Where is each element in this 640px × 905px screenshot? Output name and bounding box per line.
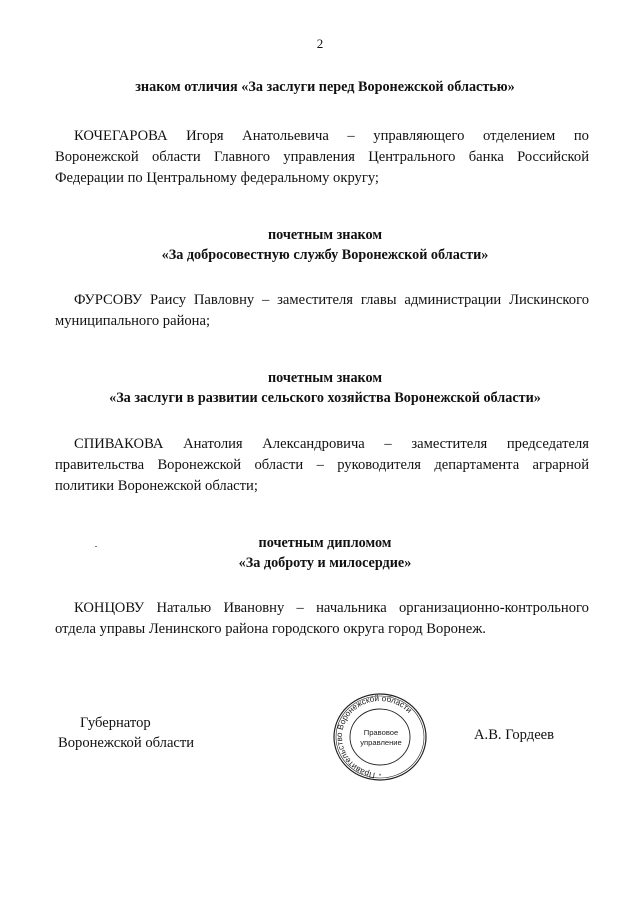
recipient-paragraph-2 bbox=[55, 290, 589, 332]
signatory-position-line: Губернатор bbox=[80, 715, 151, 731]
recipient-word: Александровича bbox=[262, 436, 365, 452]
recipient-word: – bbox=[347, 128, 355, 144]
recipient-word: – bbox=[296, 600, 304, 616]
recipient-word: СПИВАКОВА bbox=[74, 436, 164, 452]
recipient-word: администрации bbox=[404, 292, 502, 308]
recipient-paragraph-1 bbox=[55, 126, 589, 189]
recipient-word: управляющего bbox=[373, 128, 465, 144]
award-heading-3 bbox=[60, 368, 590, 408]
recipient-word: банка bbox=[468, 149, 504, 165]
recipient-word: КОЧЕГАРОВА bbox=[74, 128, 168, 144]
recipient-word: отделением bbox=[482, 128, 556, 144]
recipient-word: Воронежской bbox=[55, 149, 139, 165]
recipient-word: области bbox=[254, 457, 304, 473]
award-heading-1 bbox=[60, 77, 590, 97]
recipient-line bbox=[55, 126, 589, 147]
recipient-word: Раису bbox=[150, 292, 187, 308]
recipient-word: правительства bbox=[55, 457, 145, 473]
recipient-word: Анатольевича bbox=[242, 128, 329, 144]
recipient-word: заместителя bbox=[411, 436, 488, 452]
recipient-word: руководителя bbox=[337, 457, 421, 473]
recipient-word: Ивановну bbox=[223, 600, 285, 616]
recipient-word: Анатолия bbox=[183, 436, 243, 452]
award-heading-line: «За заслуги в развитии сельского хозяйства Воронежской области» bbox=[109, 390, 541, 406]
award-heading-line: почетным дипломом bbox=[258, 535, 392, 551]
award-heading-line: «За доброту и милосердие» bbox=[238, 555, 412, 571]
recipient-line bbox=[55, 455, 589, 476]
stamp-star-icon: * bbox=[378, 774, 382, 780]
recipient-line: политики Воронежской области; bbox=[55, 478, 258, 494]
award-heading-line: знаком отличия «За заслуги перед Воронежской областью» bbox=[135, 79, 515, 95]
award-heading-line: почетным знаком bbox=[267, 370, 383, 386]
stamp-center-line: управление bbox=[360, 738, 402, 747]
recipient-line: муниципального района; bbox=[55, 313, 211, 329]
award-heading-line: почетным знаком bbox=[267, 227, 383, 243]
recipient-word: области bbox=[151, 149, 201, 165]
scan-speck bbox=[95, 546, 97, 547]
recipient-word: управления bbox=[283, 149, 355, 165]
recipient-line bbox=[55, 147, 589, 168]
recipient-line: Федерации по Центральному федеральному округу; bbox=[55, 170, 379, 186]
recipient-word: департамента bbox=[434, 457, 520, 473]
recipient-word: председателя bbox=[506, 436, 589, 452]
recipient-line bbox=[55, 598, 589, 619]
page-number: 2 bbox=[316, 36, 324, 51]
award-heading-4 bbox=[60, 533, 590, 573]
recipient-word: начальника bbox=[316, 600, 387, 616]
stamp-center-line: Правовое bbox=[363, 728, 399, 737]
recipient-word: главы bbox=[360, 292, 397, 308]
official-stamp bbox=[332, 692, 428, 782]
recipient-word: Российской bbox=[517, 149, 589, 165]
recipient-word: Воронежской bbox=[157, 457, 242, 473]
signatory-position-line: Воронежской области bbox=[58, 735, 195, 751]
recipient-word: аграрной bbox=[532, 457, 589, 473]
recipient-word: Лискинского bbox=[509, 292, 589, 308]
recipient-word: Павловну bbox=[193, 292, 255, 308]
recipient-word: КОНЦОВУ bbox=[74, 600, 145, 616]
stamp-ring-text: Правительство Воронежской области bbox=[334, 693, 414, 780]
signatory-position bbox=[58, 713, 194, 753]
recipient-word: Игоря bbox=[186, 128, 224, 144]
recipient-line bbox=[55, 290, 589, 311]
recipient-word: Наталью bbox=[156, 600, 212, 616]
recipient-word: заместителя bbox=[277, 292, 354, 308]
award-heading-2 bbox=[60, 225, 590, 265]
award-heading-line: «За добросовестную службу Воронежской области» bbox=[161, 247, 489, 263]
recipient-word: – bbox=[262, 292, 270, 308]
recipient-word: организационно-контрольного bbox=[398, 600, 589, 616]
signatory-name: А.В. Гордеев bbox=[474, 727, 555, 743]
recipient-paragraph-3 bbox=[55, 434, 589, 497]
recipient-line: отдела управы Ленинского района городского округа город Воронеж. bbox=[55, 621, 486, 637]
recipient-word: ФУРСОВУ bbox=[74, 292, 143, 308]
recipient-word: – bbox=[384, 436, 392, 452]
recipient-paragraph-4 bbox=[55, 598, 589, 640]
recipient-word: по bbox=[573, 128, 589, 144]
recipient-word: Центрального bbox=[368, 149, 456, 165]
recipient-word: Главного bbox=[214, 149, 271, 165]
recipient-line bbox=[55, 434, 589, 455]
recipient-word: – bbox=[316, 457, 324, 473]
